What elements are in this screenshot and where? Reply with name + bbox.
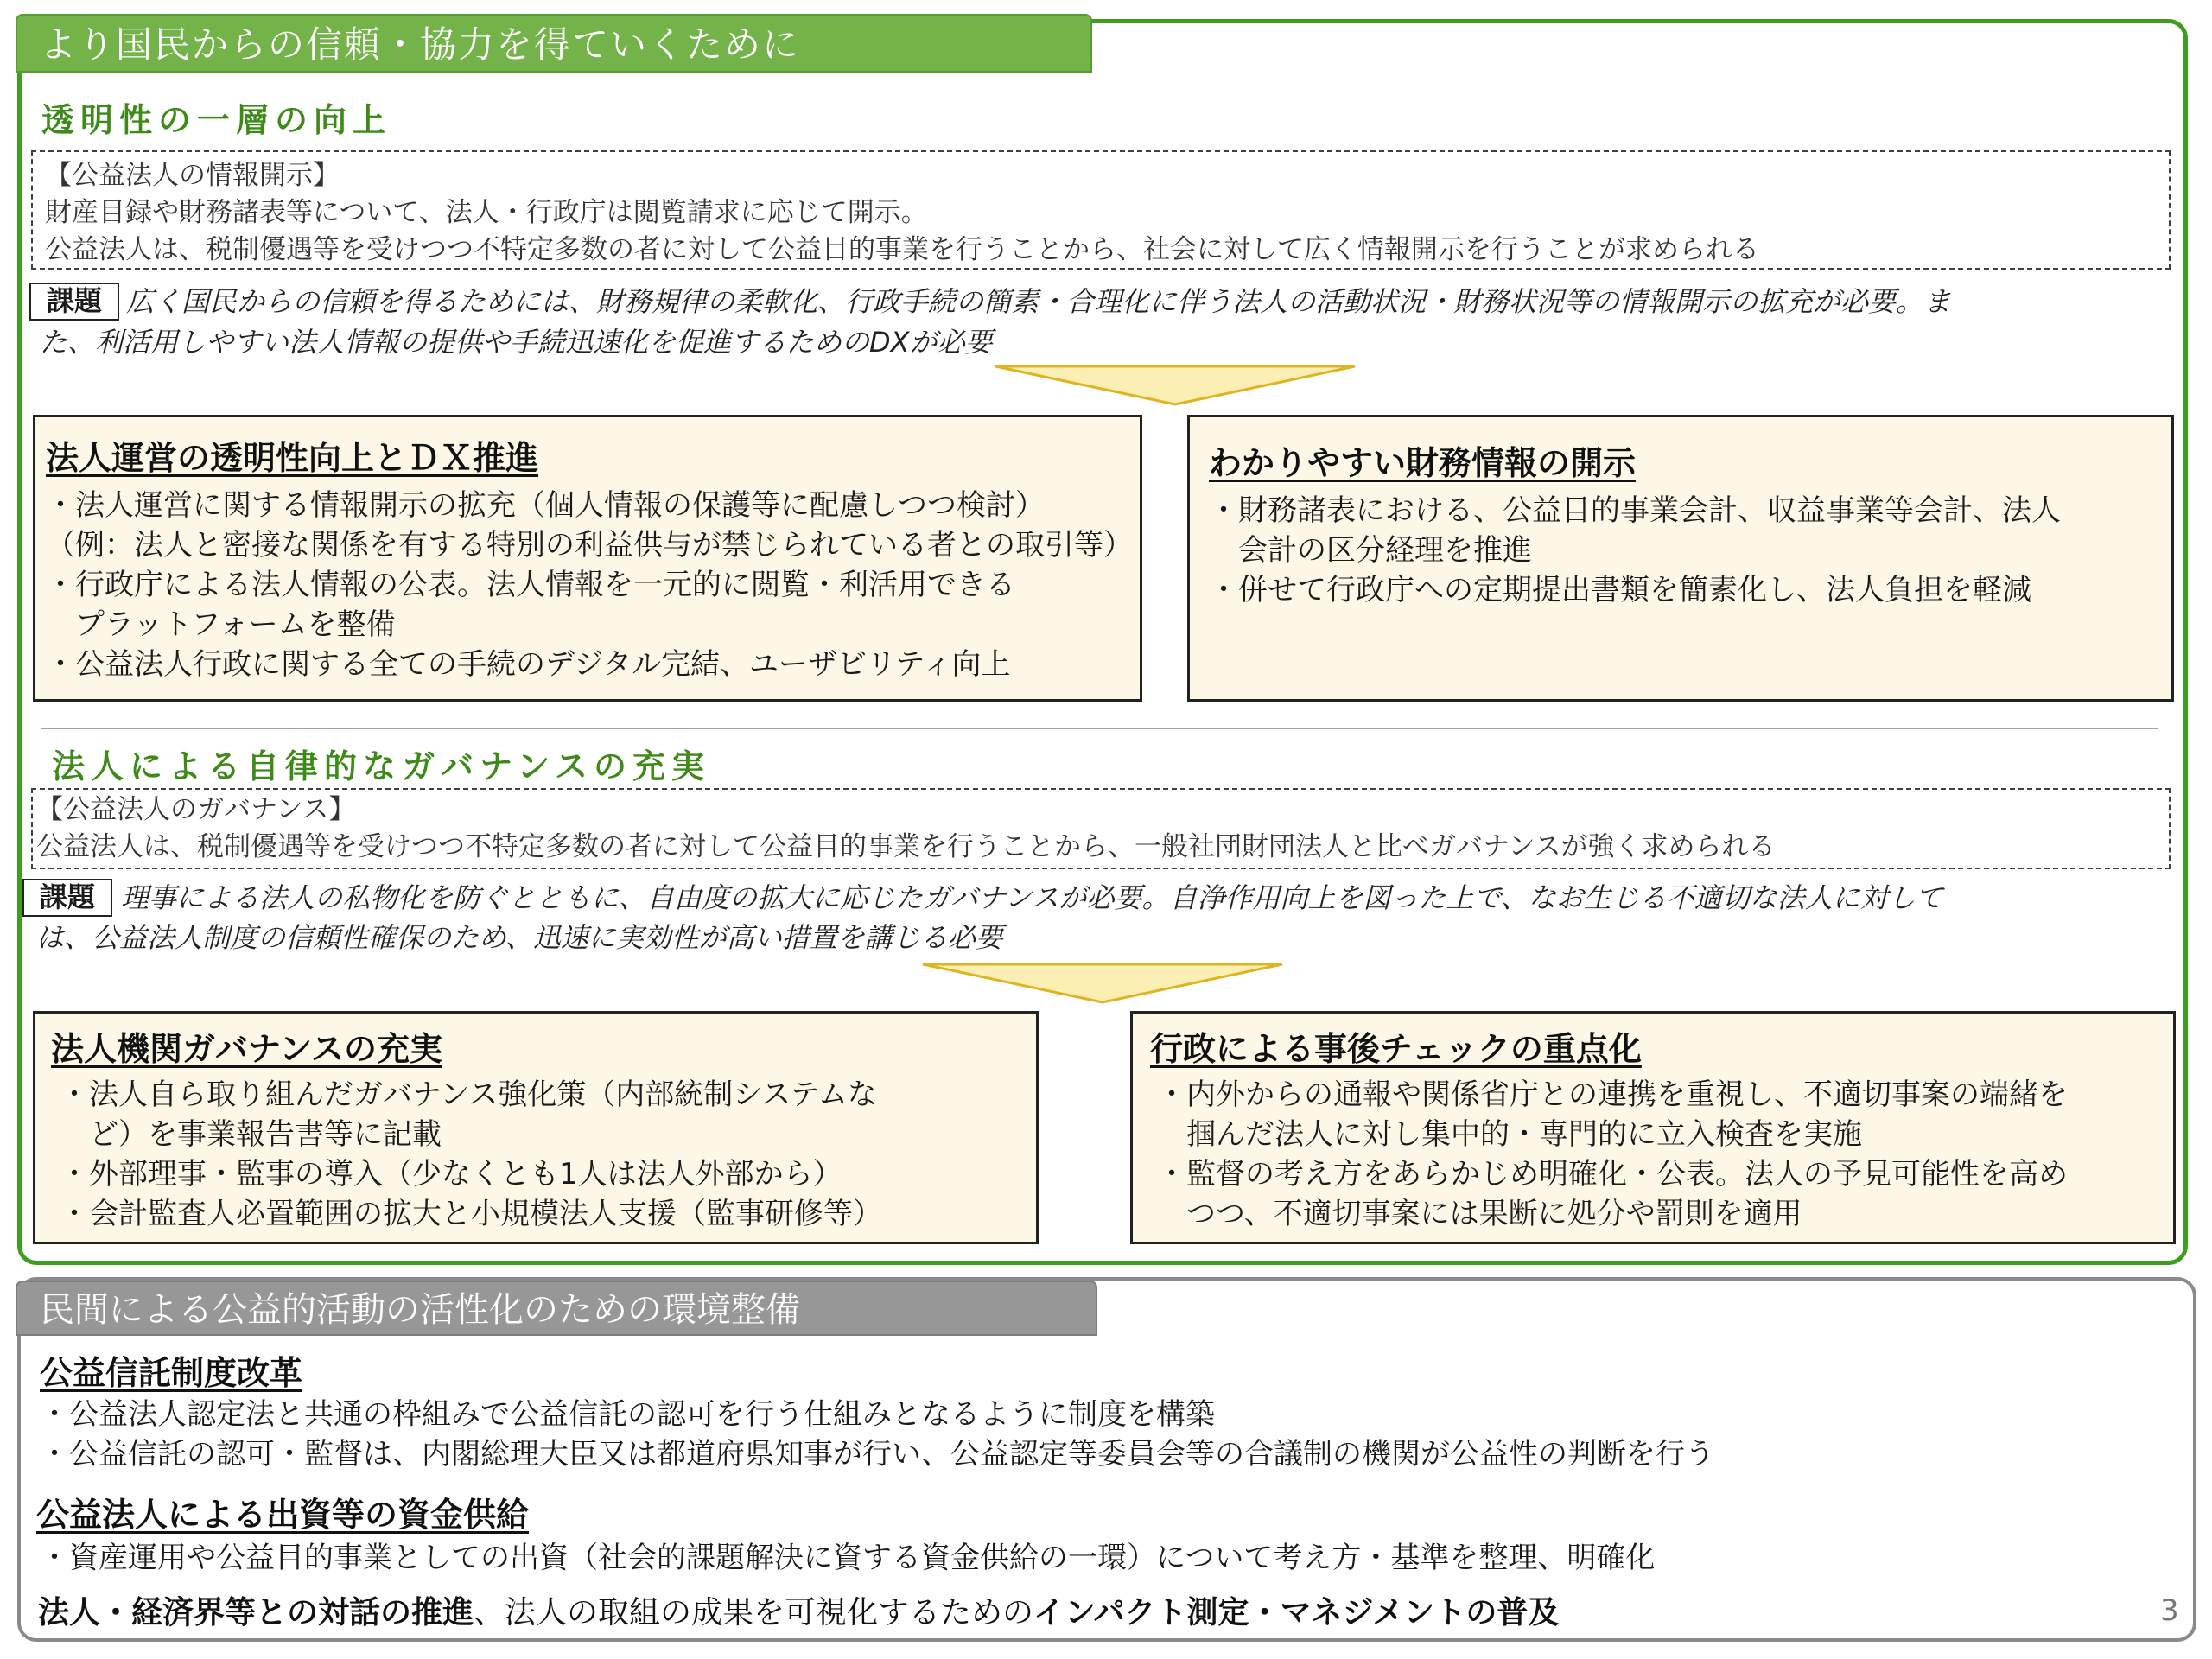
panel-line: つつ、不適切事案には果断に処分や罰則を適用	[1157, 1197, 1802, 1231]
transparency-dx-panel	[33, 415, 1142, 702]
panel-title: 行政による事後チェックの重点化	[1150, 1030, 1642, 1068]
context-line: 【公益法人のガバナンス】	[36, 794, 356, 825]
panel-line: ・併せて行政庁への定期提出書類を簡素化し、法人負担を軽減	[1209, 573, 2031, 607]
context-line: 財産目録や財務諸表等について、法人・行政庁は閲覧請求に応じて開示。	[45, 197, 928, 228]
dialogue-text: 法人・経済界等との対話の推進	[38, 1595, 474, 1630]
bottom-line: ・資産運用や公益目的事業としての出資（社会的課題解決に資する資金供給の一環）について考え方・基準を整理、明確化	[40, 1541, 1656, 1575]
panel-line: ・財務諸表における、公益目的事業会計、収益事業等会計、法人	[1209, 493, 2061, 528]
section-divider	[41, 728, 2158, 729]
kadai-text-line: は、公益法人制度の信頼性確保のため、迅速に実効性が高い措置を講じる必要	[36, 921, 1003, 954]
panel-line: ・法人運営に関する情報開示の拡充（個人情報の保護等に配慮しつつ検討）	[46, 488, 1045, 523]
governance-context-box	[31, 788, 2171, 869]
public-trust-reform-list	[40, 1395, 1714, 1474]
panel-line: 掴んだ法人に対し集中的・専門的に立入検査を実施	[1157, 1117, 1862, 1152]
panel-line: ・会計監査人必置範囲の拡大と小規模法人支援（監事研修等）	[60, 1197, 882, 1231]
panel-line: ・内外からの通報や関係省庁との連携を重視し、不適切事案の端緒を	[1157, 1077, 2068, 1112]
governance-panel	[33, 1011, 1039, 1244]
post-check-panel	[1130, 1011, 2176, 1244]
private-activity-section-title: 民間による公益的活動の活性化のための環境整備	[16, 1281, 1097, 1336]
panel-line: ・公益法人行政に関する全ての手続のデジタル完結、ユーザビリティ向上	[46, 647, 1011, 682]
context-line: 公益法人は、税制優遇等を受けつつ不特定多数の者に対して公益目的事業を行うことから、社会に対して広く情報開示を行うことが求められる	[45, 234, 1759, 265]
context-line: 公益法人は、税制優遇等を受けつつ不特定多数の者に対して公益目的事業を行うことから、一般社団財団法人と比べガバナンスが強く求められる	[36, 831, 1776, 862]
impact-text: インパクト測定・マネジメントの普及	[1033, 1595, 1560, 1630]
panel-line: ・外部理事・監事の導入（少なくとも1人は法人外部から）	[60, 1157, 842, 1192]
kadai-label: 課題	[22, 879, 112, 917]
panel-line: ・監督の考え方をあらかじめ明確化・公表。法人の予見可能性を高め	[1157, 1157, 2068, 1192]
dialogue-impact-line	[38, 1588, 1559, 1632]
public-trust-reform-title: 公益信託制度改革	[40, 1354, 303, 1392]
kadai-label: 課題	[29, 283, 119, 321]
disclosure-context-box	[31, 150, 2171, 270]
kadai-text-line: た、利活用しやすい法人情報の提供や手続迅速化を促進するためのDXが必要	[40, 326, 993, 359]
kadai-text-line: 理事による法人の私物化を防ぐとともに、自由度の拡大に応じたガバナンスが必要。自浄作用向上を図った上で、なお生じる不適切な法人に対して	[121, 881, 1943, 914]
trust-section-title: より国民からの信頼・協力を得ていくために	[16, 14, 1092, 73]
panel-title: 法人機関ガバナンスの充実	[51, 1030, 442, 1068]
panel-title: わかりやすい財務情報の開示	[1209, 444, 1637, 482]
kadai-text-line: 広く国民からの信頼を得るためには、財務規律の柔軟化、行政手続の簡素・合理化に伴う法人の活動状況・財務状況等の情報開示の拡充が必要。ま	[126, 285, 1952, 318]
transparency-heading: 透明性の一層の向上	[41, 101, 392, 139]
context-line: 【公益法人の情報開示】	[45, 160, 340, 191]
funding-title: 公益法人による出資等の資金供給	[36, 1496, 530, 1534]
page-number: 3	[2160, 1593, 2179, 1628]
funding-list	[40, 1538, 1655, 1578]
panel-line: 会計の区分経理を推進	[1209, 533, 1532, 568]
panel-line: プラットフォームを整備	[46, 607, 396, 642]
bottom-line: ・公益信託の認可・監督は、内閣総理大臣又は都道府県知事が行い、公益認定等委員会等の合議制の機関が公益性の判断を行う	[40, 1437, 1714, 1471]
financial-info-panel	[1187, 415, 2174, 702]
panel-line: ・行政庁による法人情報の公表。法人情報を一元的に閲覧・利活用できる	[46, 568, 1015, 602]
panel-line: （例：法人と密接な関係を有する特別の利益供与が禁じられている者との取引等）	[46, 528, 1133, 563]
panel-line: ・法人自ら取り組んだガバナンス強化策（内部統制システムな	[60, 1077, 877, 1112]
panel-line: ど）を事業報告書等に記載	[60, 1117, 442, 1152]
down-arrow-icon	[994, 363, 1357, 408]
panel-title: 法人運営の透明性向上とＤＸ推進	[46, 439, 539, 477]
governance-heading: 法人による自律的なガバナンスの充実	[52, 747, 710, 785]
bottom-line: ・公益法人認定法と共通の枠組みで公益信託の認可を行う仕組みとなるように制度を構築	[40, 1397, 1215, 1432]
down-arrow-icon	[921, 961, 1284, 1006]
visualization-text: 、法人の取組の成果を可視化するための	[474, 1595, 1034, 1630]
